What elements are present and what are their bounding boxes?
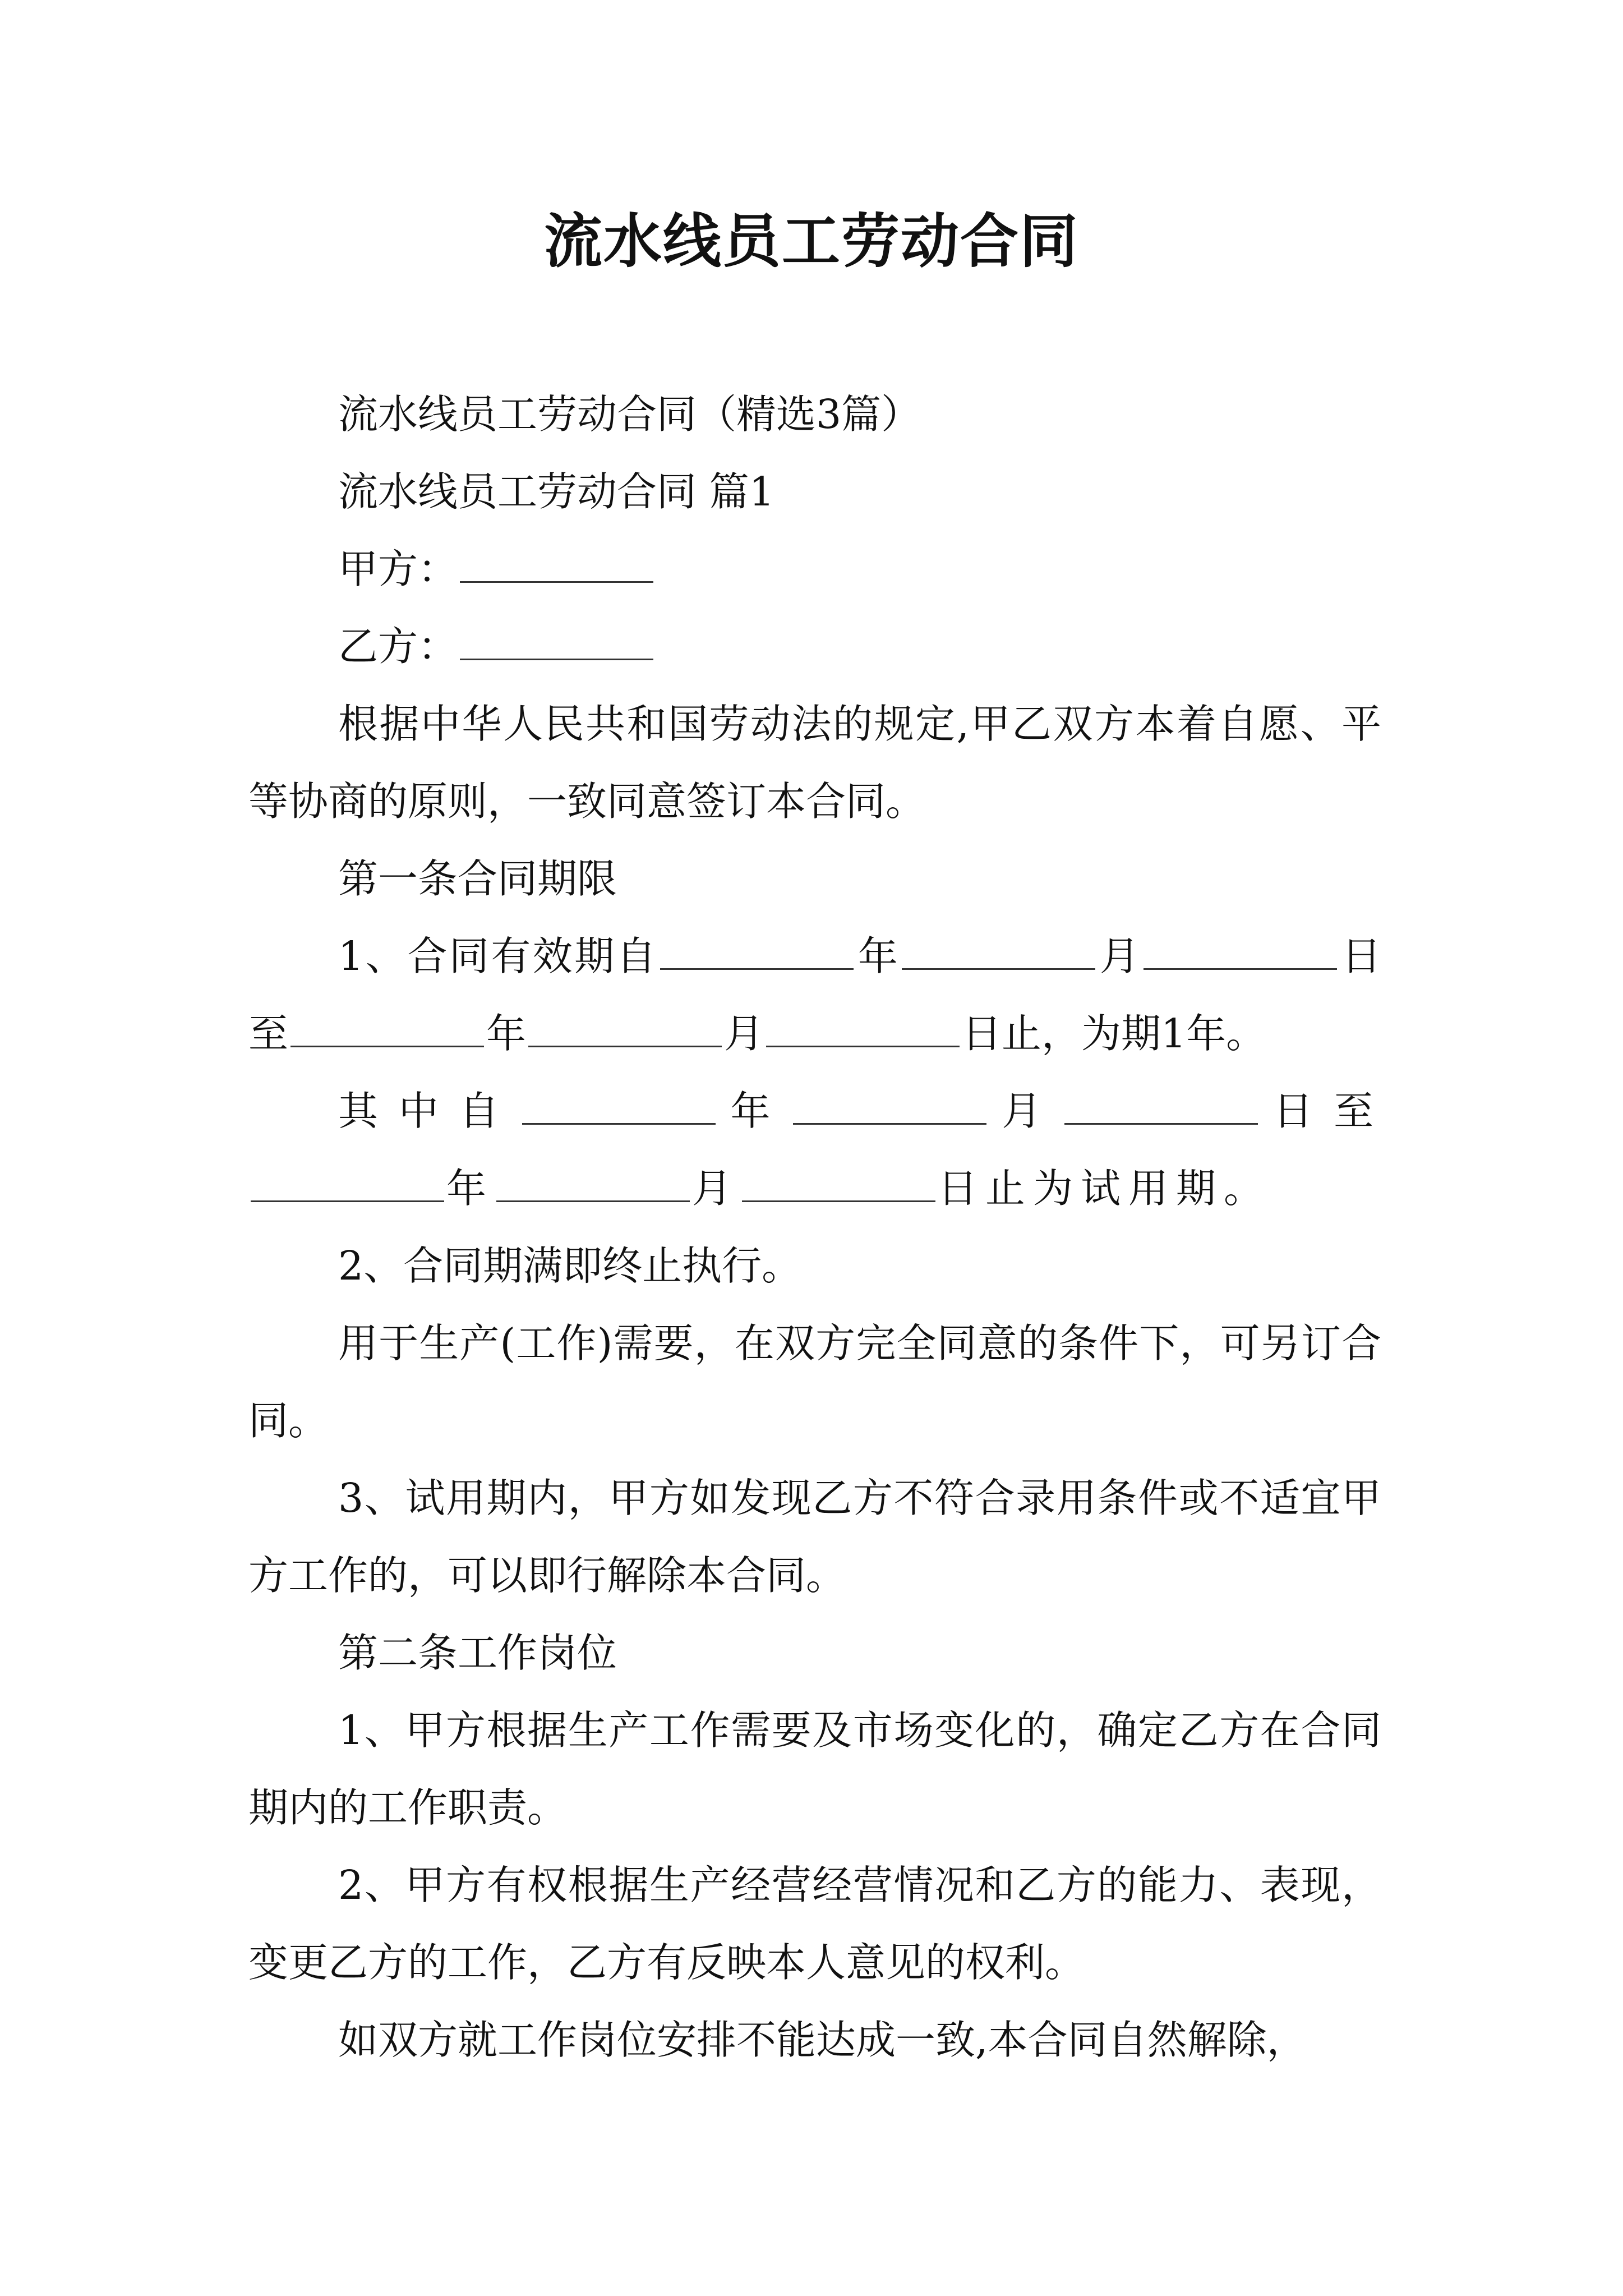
- party-b-label: 乙方：: [338, 623, 458, 670]
- article2-clause2: 2、甲方有权根据生产经营经营情况和乙方的能力、表现，变更乙方的工作，乙方有反映本人意见的权利。: [248, 1862, 1381, 1986]
- party-b-line: [248, 608, 1381, 685]
- term-start-month-blank: [902, 935, 1095, 970]
- term-end-label: 日止，为期1年。: [962, 1010, 1266, 1057]
- trial-end-label: 日止为试用期。: [938, 1165, 1272, 1212]
- article2-clause1: 1、甲方根据生产工作需要及市场变化的，确定乙方在合同期内的工作职责。: [248, 1707, 1381, 1831]
- intro-paragraph: 根据中华人民共和国劳动法的规定,甲乙双方本着自愿、平等协商的原则，一致同意签订本合同。: [248, 701, 1381, 825]
- article2-clause3: 如双方就工作岗位安排不能达成一致,本合同自然解除，: [338, 2017, 1307, 2063]
- trial-month2-label: 月: [692, 1165, 740, 1212]
- trial-start-month-blank: [793, 1089, 986, 1125]
- article1-clause2b: 用于生产(工作)需要，在双方完全同意的条件下，可另订合同。: [248, 1320, 1381, 1444]
- term-prefix: 1、合同有效期自: [338, 933, 658, 979]
- term-start-day-blank: [1144, 935, 1337, 970]
- term-start-year-blank: [660, 935, 854, 970]
- term-end-year-blank: [291, 1012, 484, 1047]
- party-a-line: [248, 531, 1381, 608]
- trial-start-year-blank: [522, 1089, 716, 1125]
- trial-end-day-blank: [742, 1167, 935, 1202]
- party-b-blank: [460, 625, 653, 660]
- document-body: [248, 376, 1381, 2079]
- party-a-label: 甲方：: [338, 546, 458, 592]
- section-heading: 流水线员工劳动合同 篇1: [338, 468, 774, 515]
- trial-prefix: 其中自: [338, 1088, 520, 1134]
- trial-day-to-label: 日至: [1260, 1088, 1381, 1134]
- trial-end-month-blank: [496, 1167, 690, 1202]
- trial-start-day-blank: [1064, 1089, 1258, 1125]
- term-end-month-blank: [528, 1012, 722, 1047]
- article1-clause3: 3、试用期内，甲方如发现乙方不符合录用条件或不适宜甲方工作的，可以即行解除本合同。: [248, 1475, 1381, 1599]
- article1-title: 第一条合同期限: [338, 855, 617, 902]
- term-year2-label: 年: [486, 1010, 527, 1057]
- term-month2-label: 月: [724, 1010, 764, 1057]
- article2-title: 第二条工作岗位: [338, 1630, 617, 1676]
- trial-year-label: 年: [717, 1088, 791, 1134]
- subtitle: 流水线员工劳动合同（精选3篇）: [338, 391, 921, 438]
- term-month-label: 月: [1098, 933, 1142, 979]
- contract-term-paragraph: [248, 918, 1381, 1073]
- term-day-to-label: 日至: [248, 933, 1381, 1057]
- trial-period-paragraph: [248, 1073, 1381, 1227]
- trial-month-label: 月: [989, 1088, 1063, 1134]
- trial-year2-label: 年: [446, 1165, 495, 1212]
- article1-clause2: 2、合同期满即终止执行。: [338, 1243, 802, 1289]
- document-title: 流水线员工劳动合同: [543, 206, 1079, 275]
- trial-end-year-blank: [251, 1167, 444, 1202]
- party-a-blank: [460, 547, 653, 583]
- term-end-day-blank: [766, 1012, 960, 1047]
- term-year-label: 年: [856, 933, 900, 979]
